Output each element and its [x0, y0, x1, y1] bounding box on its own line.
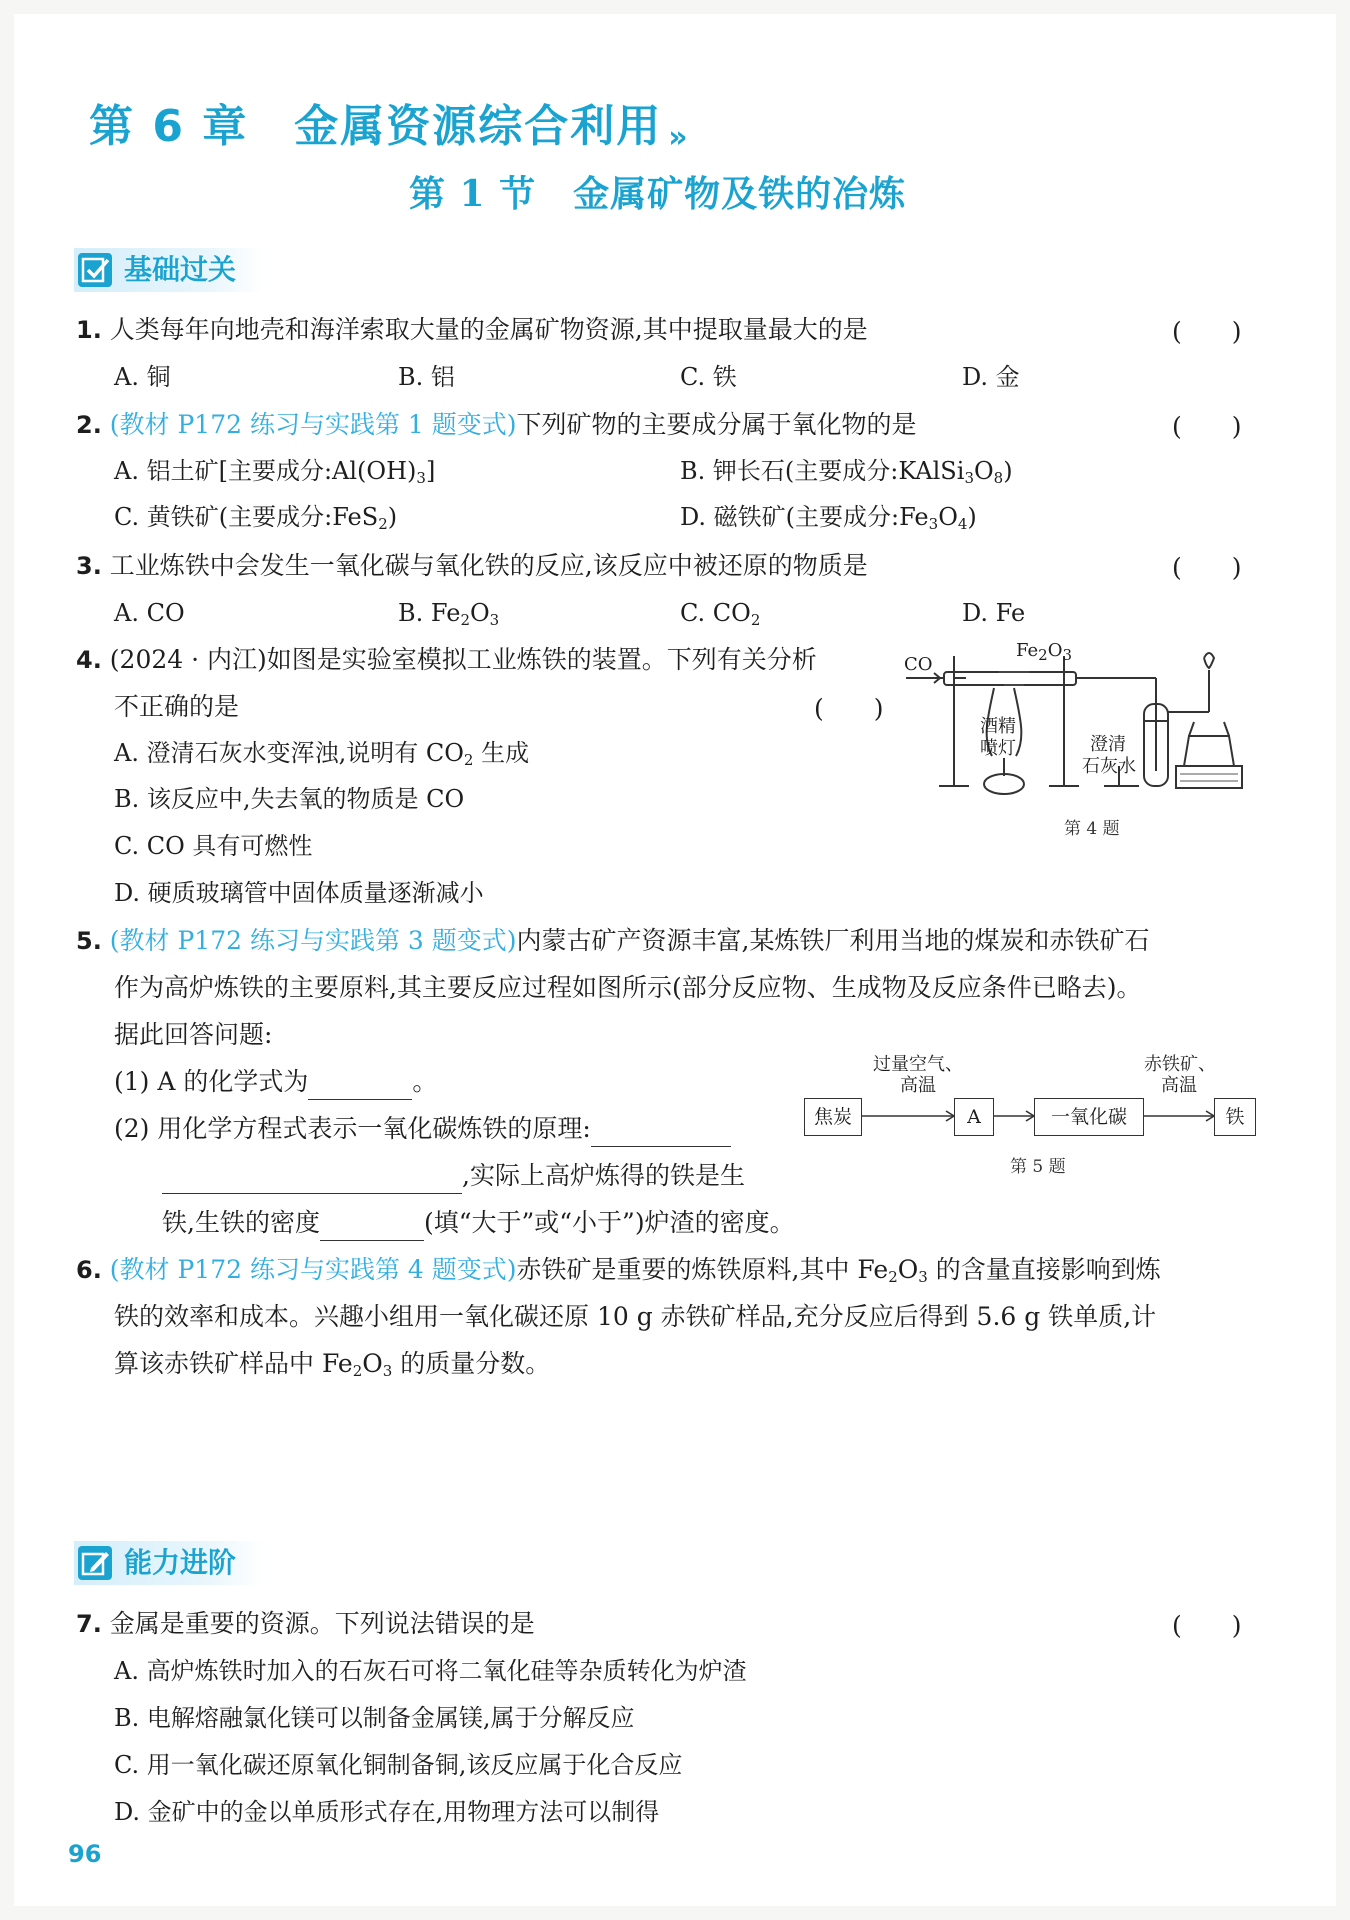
question-5: 5. (教材 P172 练习与实践第 3 题变式)内蒙古矿产资源丰富,某炼铁厂利用当地的煤炭和赤铁矿石 [76, 926, 1150, 955]
double-chevron-icon: » [668, 120, 690, 155]
question-1: 1. 人类每年向地壳和海洋索取大量的金属矿物资源,其中提取量最大的是 [76, 315, 868, 344]
q7-option-c[interactable]: C. 用一氧化碳还原氧化铜制备铜,该反应属于化合反应 [114, 1751, 683, 1779]
question-6-line2: 铁的效率和成本。兴趣小组用一氧化碳还原 10 g 赤铁矿样品,充分反应后得到 5.6 g 铁单质,计 [114, 1302, 1157, 1331]
answer-paren-1[interactable]: ( ) [1172, 317, 1242, 346]
page-sheet [14, 14, 1336, 1906]
answer-blank-3[interactable] [320, 1214, 424, 1241]
answer-blank-1[interactable] [308, 1073, 412, 1100]
section-tag-advanced: 能力进阶 [74, 1541, 264, 1585]
q4-option-c[interactable]: C. CO 具有可燃性 [114, 832, 313, 860]
source-note: (教材 P172 练习与实践第 3 题变式) [109, 926, 517, 955]
section-title: 第 1 节 金属矿物及铁的冶炼 [409, 173, 907, 215]
section-tag-basic: 基础过关 [74, 248, 264, 292]
answer-paren-4[interactable]: ( ) [814, 694, 884, 723]
q1-option-d[interactable]: D. 金 [962, 363, 1020, 391]
question-2: 2. (教材 P172 练习与实践第 1 题变式)下列矿物的主要成分属于氧化物的是 [76, 410, 917, 439]
answer-paren-7[interactable]: ( ) [1172, 1611, 1242, 1640]
question-5-line3: 据此回答问题: [114, 1020, 273, 1049]
answer-blank-2b[interactable] [162, 1167, 462, 1194]
q4-option-d[interactable]: D. 硬质玻璃管中固体质量逐渐减小 [114, 879, 484, 907]
answer-paren-3[interactable]: ( ) [1172, 553, 1242, 582]
flow-box-coke: 焦炭 [804, 1098, 862, 1136]
question-4: 4. (2024 · 内江)如图是实验室模拟工业炼铁的装置。下列有关分析 [76, 645, 817, 674]
check-icon [78, 253, 112, 287]
q7-option-a[interactable]: A. 高炉炼铁时加入的石灰石可将二氧化硅等杂质转化为炉渣 [114, 1657, 747, 1685]
q5-part-2-line2: ,实际上高炉炼得的铁是生 [162, 1158, 745, 1194]
question-7: 7. 金属是重要的资源。下列说法错误的是 [76, 1609, 535, 1638]
figure-5-caption: 第 5 题 [1010, 1157, 1066, 1177]
figure-4-caption: 第 4 题 [1064, 819, 1120, 839]
source-note: (教材 P172 练习与实践第 4 题变式) [109, 1255, 517, 1284]
source-note: (教材 P172 练习与实践第 1 题变式) [109, 410, 517, 439]
apparatus-drawing [904, 626, 1274, 826]
question-5-line2: 作为高炉炼铁的主要原料,其主要反应过程如图所示(部分反应物、生成物及反应条件已略去)。 [114, 973, 1142, 1002]
flow-box-a: A [954, 1098, 994, 1136]
flow-condition-2: 赤铁矿、 高温 [1144, 1054, 1216, 1096]
limewater-label: 澄清 石灰水 [1082, 734, 1136, 777]
q4-option-b[interactable]: B. 该反应中,失去氧的物质是 CO [114, 785, 465, 813]
alcohol-lamp-label: 酒精 喷灯 [980, 716, 1016, 759]
q3-option-c[interactable]: C. $CO_2$ [680, 599, 761, 629]
question-3: 3. 工业炼铁中会发生一氧化碳与氧化铁的反应,该反应中被还原的物质是 [76, 551, 868, 580]
q1-option-b[interactable]: B. 铝 [398, 363, 455, 391]
q4-option-a[interactable]: A. 澄清石灰水变浑浊,说明有 $CO_2$ 生成 [114, 739, 530, 769]
q2-option-c[interactable]: C. 黄铁矿(主要成分:FeS$_2$) [114, 503, 398, 533]
q3-option-b[interactable]: B. $Fe_2O_3$ [398, 599, 500, 629]
fe2o3-label: $Fe_2O_3$ [1016, 640, 1073, 664]
q7-option-d[interactable]: D. 金矿中的金以单质形式存在,用物理方法可以制得 [114, 1798, 660, 1826]
question-6-line3: 算该赤铁矿样品中 $Fe_2O_3$ 的质量分数。 [114, 1349, 551, 1380]
question-6: 6. (教材 P172 练习与实践第 4 题变式)赤铁矿是重要的炼铁原料,其中 $Fe_2O_3$ 的含量直接影响到炼 [76, 1255, 1161, 1286]
pencil-icon [78, 1546, 112, 1580]
flow-box-co: 一氧化碳 [1034, 1098, 1144, 1136]
co-label: CO [904, 654, 933, 675]
q2-option-d[interactable]: D. 磁铁矿(主要成分$:Fe_3O_4$) [680, 503, 977, 533]
flow-condition-1: 过量空气、 高温 [873, 1054, 963, 1096]
apparatus-figure [904, 626, 1274, 846]
q3-option-a[interactable]: A. CO [114, 599, 185, 627]
q5-part-2: (2) 用化学方程式表示一氧化碳炼铁的原理: [114, 1111, 731, 1147]
question-4-line2: 不正确的是 [114, 692, 240, 721]
flow-diagram [804, 1054, 1274, 1184]
q5-part-1: (1) A 的化学式为 。 [114, 1064, 437, 1100]
q1-option-c[interactable]: C. 铁 [680, 363, 737, 391]
answer-paren-2[interactable]: ( ) [1172, 412, 1242, 441]
answer-blank-2a[interactable] [591, 1120, 731, 1147]
q3-option-d[interactable]: D. Fe [962, 599, 1026, 627]
q7-option-b[interactable]: B. 电解熔融氯化镁可以制备金属镁,属于分解反应 [114, 1704, 635, 1732]
q2-option-b[interactable]: B. 钾长石(主要成分$:KAlSi_3O_8$) [680, 457, 1013, 487]
q5-part-2-line3: 铁,生铁的密度 (填“大于”或“小于”)炉渣的密度。 [162, 1205, 795, 1241]
page-number: 96 [68, 1840, 102, 1868]
chapter-title: 第 6 章 金属资源综合利用 » [89, 101, 690, 155]
flow-box-iron: 铁 [1214, 1098, 1256, 1136]
q2-option-a[interactable]: A. 铝土矿[主要成分$:Al(OH)_3$] [114, 457, 436, 487]
q1-option-a[interactable]: A. 铜 [114, 363, 171, 391]
